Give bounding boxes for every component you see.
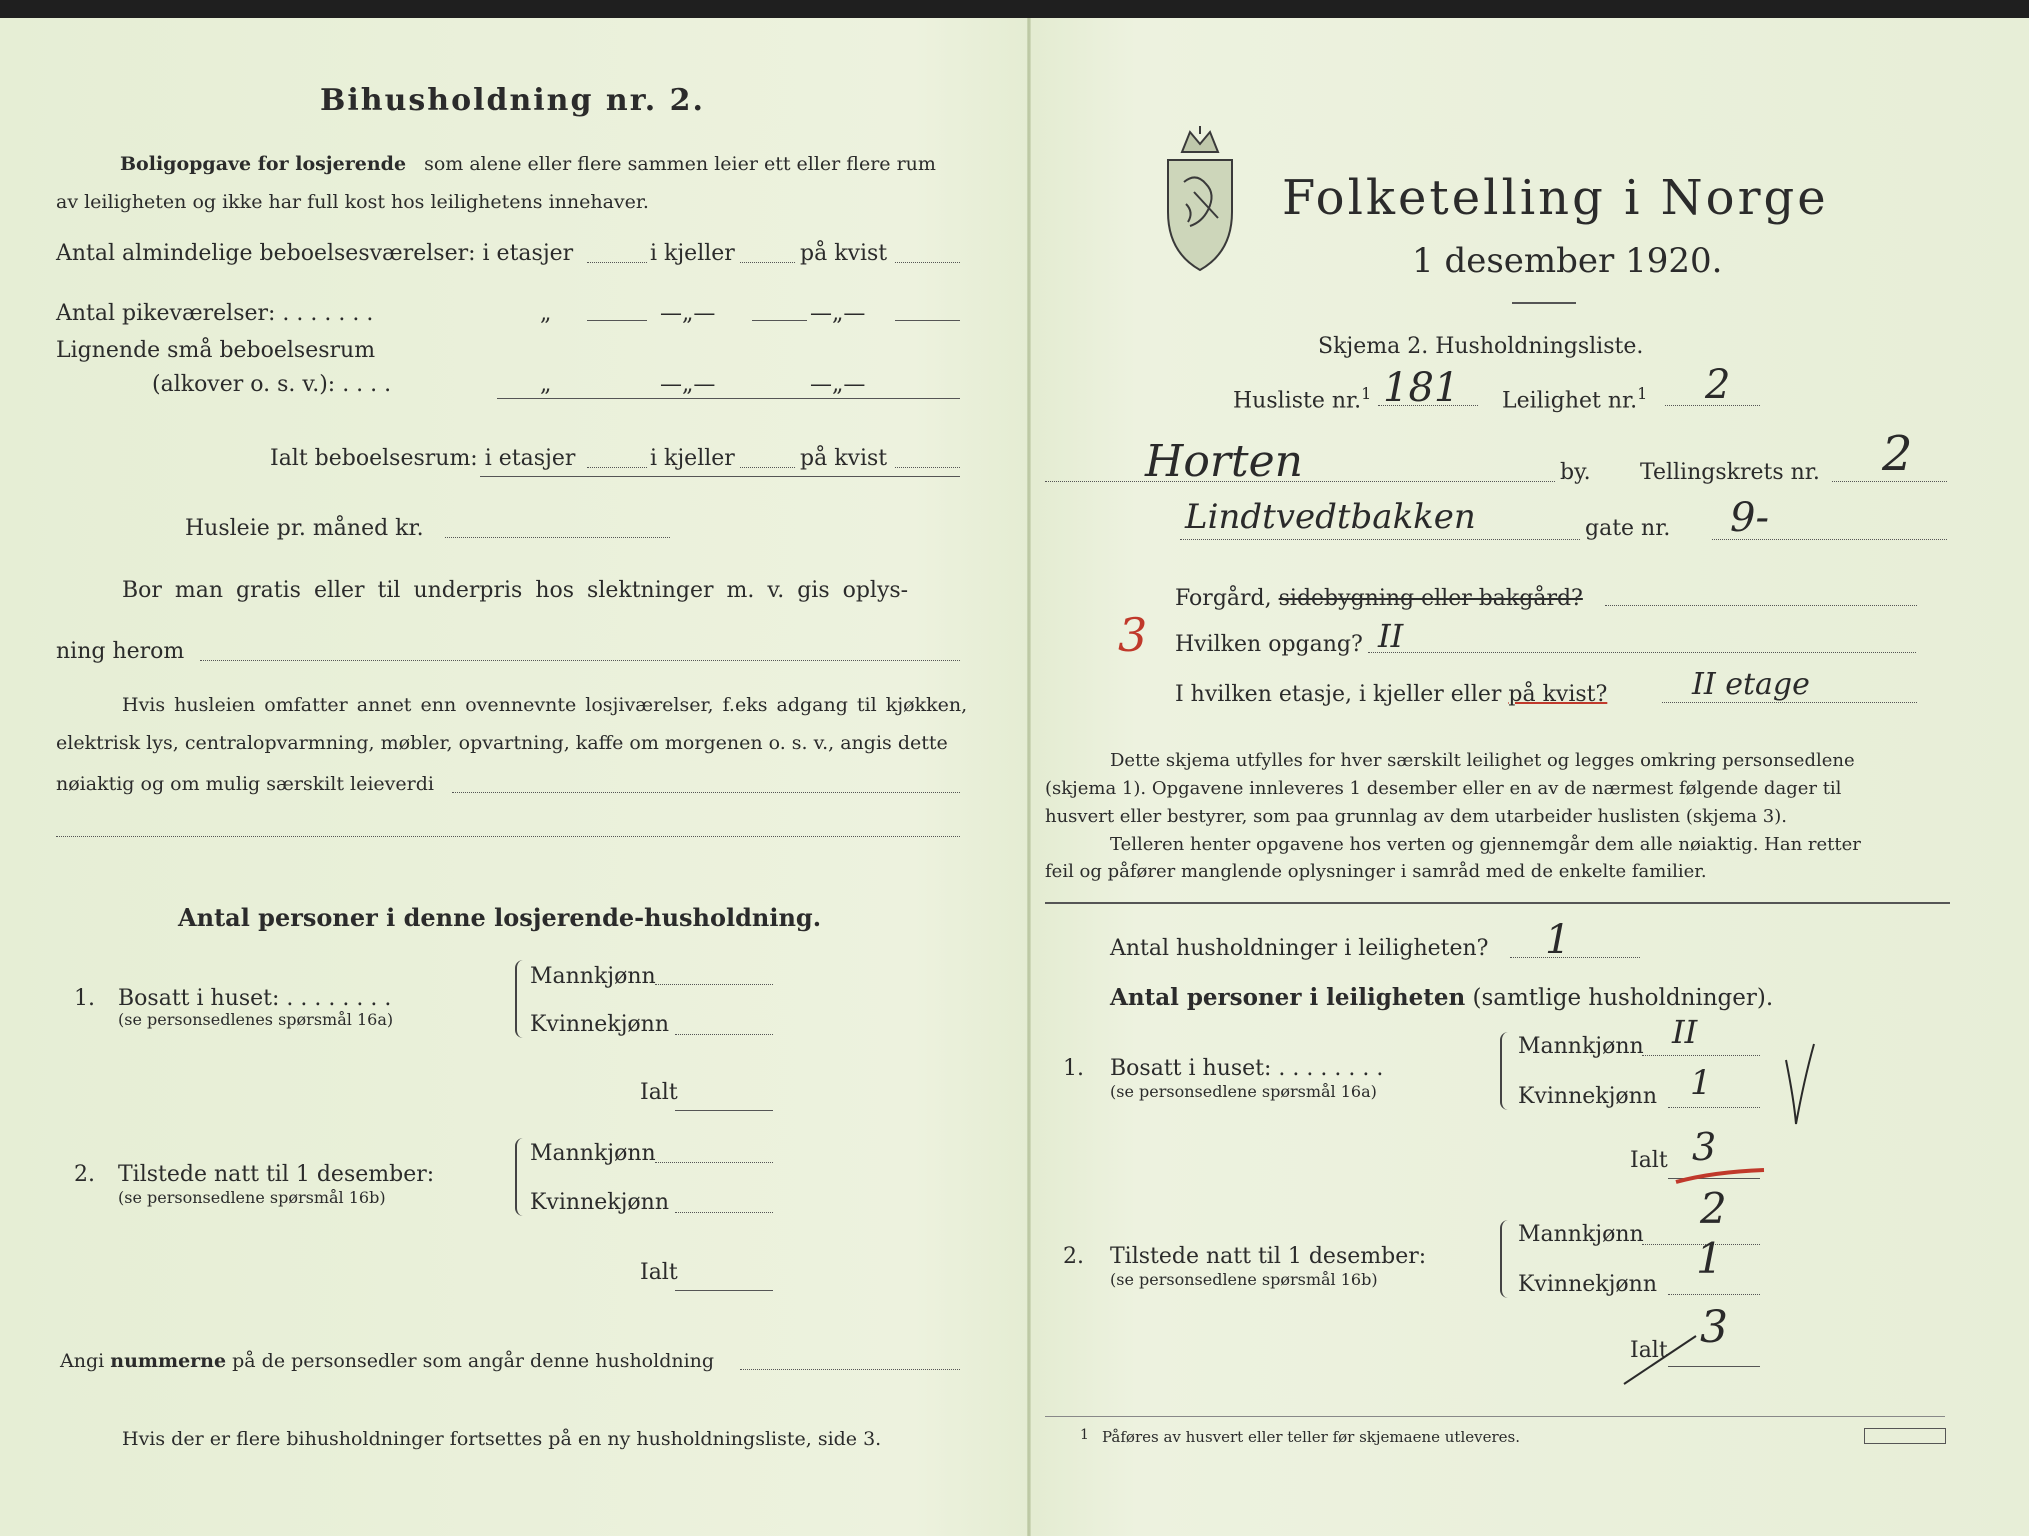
forgard-text: Forgård, xyxy=(1175,586,1272,611)
section-rule xyxy=(1045,902,1950,904)
leilighet-value[interactable]: 2 xyxy=(1705,362,1731,408)
norway-coat-of-arms-icon xyxy=(1160,122,1240,274)
etasje-kvist: på kvist? xyxy=(1508,682,1608,707)
lq1-kvinne-label: Kvinnekjønn xyxy=(530,1012,669,1037)
skjema-label: Skjema 2. Husholdningsliste. xyxy=(1318,334,1644,359)
husliste-sup: 1 xyxy=(1361,384,1372,403)
lq1-label: Bosatt i huset: . . . . . . . . xyxy=(118,986,392,1011)
bor-field[interactable] xyxy=(200,660,960,661)
lignende-ditto: „ xyxy=(540,372,552,397)
angi-bold: nummerne xyxy=(110,1350,227,1372)
para-line-2: (skjema 1). Opgavene innleveres 1 desember eller en av de nærmest følgende dager til xyxy=(1045,778,1842,799)
gate-field xyxy=(1180,539,1580,540)
leilighet-field xyxy=(1665,405,1760,406)
ialt-kjeller-label: i kjeller xyxy=(650,446,735,471)
angi-line xyxy=(60,1352,714,1371)
etasje-value[interactable]: II etage xyxy=(1692,667,1810,702)
lignende-ditto-3: —„— xyxy=(810,372,866,397)
rooms-kvist-label: på kvist xyxy=(800,241,888,266)
rq1-ialt-value[interactable]: 3 xyxy=(1692,1125,1717,1169)
ialt-pencil-stroke xyxy=(1620,1330,1700,1390)
hush-field xyxy=(1510,957,1640,958)
opgang-value[interactable]: II xyxy=(1378,617,1404,655)
husliste-field xyxy=(1378,405,1478,406)
lq2-brace xyxy=(515,1138,527,1216)
lq2-ialt-field[interactable] xyxy=(675,1290,773,1291)
angi-rest: på de personsedler som angår denne husholdning xyxy=(232,1350,715,1372)
lq2-sub: (se personsedlene spørsmål 16b) xyxy=(118,1188,386,1207)
left-footer: Hvis der er flere bihusholdninger fortsettes på en ny husholdningsliste, side 3. xyxy=(122,1428,882,1450)
ialt-underline xyxy=(480,476,960,477)
rq1-label: Bosatt i huset: . . . . . . . . xyxy=(1110,1056,1384,1081)
leieverdi-field-2[interactable] xyxy=(56,836,960,837)
rq1-num: 1. xyxy=(1063,1056,1084,1081)
scan-edge xyxy=(0,0,2029,18)
angi-field[interactable] xyxy=(740,1369,960,1370)
rooms-kjeller-label: i kjeller xyxy=(650,241,735,266)
rq1-kvinne-field xyxy=(1668,1107,1760,1108)
rq1-sub: (se personsedlene spørsmål 16a) xyxy=(1110,1082,1377,1101)
intro-line-1 xyxy=(120,155,936,174)
lq2-mann-field[interactable] xyxy=(655,1162,773,1163)
rq1-mann-value[interactable]: II xyxy=(1672,1013,1698,1051)
leilighet-sup: 1 xyxy=(1637,384,1648,403)
krets-label: Tellingskrets nr. xyxy=(1640,460,1820,485)
lq1-kvinne-field[interactable] xyxy=(675,1034,773,1035)
pike-kjeller-field[interactable] xyxy=(752,320,807,321)
ialt-rooms-label: Ialt beboelsesrum: i etasjer xyxy=(270,446,576,471)
husleie-label: Husleie pr. måned kr. xyxy=(185,516,424,541)
lignende-sum-line xyxy=(497,398,960,399)
forgard-line xyxy=(1175,588,1583,610)
angi-pre: Angi xyxy=(60,1350,105,1372)
etasje-label xyxy=(1175,684,1607,706)
para-line-3: husvert eller bestyrer, som paa grunnlag av dem utarbeider huslisten (skjema 3). xyxy=(1045,806,1787,827)
lq1-brace xyxy=(515,960,527,1038)
pike-kvist-field[interactable] xyxy=(895,320,960,321)
ialt-kvist-label: på kvist xyxy=(800,446,888,471)
husliste-value[interactable]: 181 xyxy=(1383,365,1460,411)
lq2-ialt-label: Ialt xyxy=(640,1260,678,1285)
gate-value[interactable]: Lindtvedtbakken xyxy=(1185,497,1476,537)
para-line-5: feil og påfører manglende oplysninger i samråd med de enkelte familier. xyxy=(1045,861,1707,882)
rooms-etasjer-field[interactable] xyxy=(587,262,647,263)
rooms-kjeller-field[interactable] xyxy=(740,262,795,263)
lq1-sub: (se personsedlenes spørsmål 16a) xyxy=(118,1010,394,1029)
footnote-num: 1 xyxy=(1080,1427,1089,1443)
rq1-mann-label: Mannkjønn xyxy=(1518,1034,1644,1059)
rq1-ialt-label: Ialt xyxy=(1630,1148,1668,1173)
lq1-mann-label: Mannkjønn xyxy=(530,964,656,989)
opgang-label: Hvilken opgang? xyxy=(1175,632,1363,657)
rooms-label: Antal almindelige beboelsesværelser: i etasjer xyxy=(56,241,574,266)
rq2-kvinne-value[interactable]: 1 xyxy=(1696,1234,1723,1283)
pike-ditto-2: —„— xyxy=(660,301,716,326)
lq2-label: Tilstede natt til 1 desember: xyxy=(118,1162,435,1187)
husleie-field[interactable] xyxy=(445,537,670,538)
title-rule xyxy=(1512,302,1576,304)
pike-ditto: „ xyxy=(540,301,552,326)
krets-value[interactable]: 2 xyxy=(1882,426,1913,482)
bor-line-1: Bor man gratis eller til underpris hos slektninger m. v. gis oplys- xyxy=(122,578,909,603)
leieverdi-field[interactable] xyxy=(452,792,960,793)
rq1-brace xyxy=(1500,1032,1512,1110)
forgard-struck: sidebygning eller bakgård? xyxy=(1278,586,1583,611)
para-line-4: Telleren henter opgavene hos verten og gjennemgår dem alle nøiaktig. Han retter xyxy=(1110,834,1861,855)
rq2-ialt-value[interactable]: 3 xyxy=(1700,1302,1728,1353)
lq1-ialt-label: Ialt xyxy=(640,1080,678,1105)
bor-line-2: ning herom xyxy=(56,639,185,664)
personer-line xyxy=(1110,986,1773,1010)
rq2-brace xyxy=(1500,1220,1512,1298)
rq2-sub: (se personsedlene spørsmål 16b) xyxy=(1110,1270,1378,1289)
footnote-text: Påføres av husvert eller teller før skjemaene utleveres. xyxy=(1102,1428,1520,1446)
intro-line-2: av leiligheten og ikke har full kost hos leilighetens innehaver. xyxy=(56,191,649,213)
lq2-mann-label: Mannkjønn xyxy=(530,1141,656,1166)
rq2-num: 2. xyxy=(1063,1244,1084,1269)
rq2-ialt-label: Ialt xyxy=(1630,1338,1668,1363)
lq1-ialt-field[interactable] xyxy=(675,1110,773,1111)
ialt-kjeller-field[interactable] xyxy=(740,467,795,468)
personer-bold: Antal personer i leiligheten xyxy=(1110,984,1466,1011)
footnote-rule xyxy=(1045,1416,1945,1417)
hush-value[interactable]: 1 xyxy=(1545,917,1571,963)
margin-mark: 3 xyxy=(1118,608,1148,662)
by-label: by. xyxy=(1560,460,1591,485)
rq1-kvinne-label: Kvinnekjønn xyxy=(1518,1084,1657,1109)
rooms-kvist-field[interactable] xyxy=(895,262,960,263)
pike-label: Antal pikeværelser: . . . . . . . xyxy=(56,301,374,326)
krets-field xyxy=(1832,481,1947,482)
rq1-kvinne-value[interactable]: 1 xyxy=(1690,1063,1712,1103)
gate-nr-field xyxy=(1712,539,1947,540)
check-mark xyxy=(1780,1040,1820,1130)
left-title: Bihusholdning nr. 2. xyxy=(320,83,705,118)
by-value[interactable]: Horten xyxy=(1145,436,1303,487)
etasje-text: I hvilken etasje, i kjeller eller xyxy=(1175,682,1502,707)
printer-stamp-icon xyxy=(1864,1428,1946,1444)
ialt-kvist-field[interactable] xyxy=(895,467,960,468)
pike-etasjer-field[interactable] xyxy=(587,320,647,321)
lq2-kvinne-label: Kvinnekjønn xyxy=(530,1190,669,1215)
pike-ditto-3: —„— xyxy=(810,301,866,326)
opgang-field xyxy=(1368,652,1916,653)
rq2-label: Tilstede natt til 1 desember: xyxy=(1110,1244,1427,1269)
right-title: Folketelling i Norge xyxy=(1282,170,1829,226)
rq1-mann-field xyxy=(1642,1055,1760,1056)
gate-nr-value[interactable]: 9- xyxy=(1730,495,1769,541)
antal-heading: Antal personer i denne losjerende-husholdning. xyxy=(178,903,822,932)
by-field xyxy=(1045,481,1555,482)
hvis-line-2: elektrisk lys, centralopvarmning, møbler, opvartning, kaffe om morgenen o. s. v., angis dette xyxy=(56,732,948,754)
lq1-mann-field[interactable] xyxy=(655,984,773,985)
leilighet-text: Leilighet nr. xyxy=(1502,388,1638,414)
lq2-num: 2. xyxy=(74,1162,95,1187)
leilighet-label xyxy=(1502,386,1647,412)
etasje-field xyxy=(1662,702,1917,703)
intro-rest: som alene eller flere sammen leier ett eller flere rum xyxy=(424,153,936,175)
rq2-mann-value[interactable]: 2 xyxy=(1700,1184,1727,1233)
rq2-mann-label: Mannkjønn xyxy=(1518,1222,1644,1247)
personer-rest: (samtlige husholdninger). xyxy=(1472,985,1774,1011)
hvis-line-3: nøiaktig og om mulig særskilt leieverdi xyxy=(56,773,434,795)
rq2-kvinne-label: Kvinnekjønn xyxy=(1518,1272,1657,1297)
hush-label: Antal husholdninger i leiligheten? xyxy=(1110,936,1489,961)
right-date: 1 desember 1920. xyxy=(1412,241,1723,281)
lq2-kvinne-field[interactable] xyxy=(675,1212,773,1213)
intro-bold: Boligopgave for losjerende xyxy=(120,153,407,175)
husliste-label xyxy=(1233,386,1371,412)
page-fold xyxy=(1027,18,1031,1536)
lq1-num: 1. xyxy=(74,986,95,1011)
husliste-text: Husliste nr. xyxy=(1233,388,1362,414)
lignende-ditto-2: —„— xyxy=(660,372,716,397)
para-line-1: Dette skjema utfylles for hver særskilt leilighet og legges omkring personsedlene xyxy=(1110,750,1855,771)
gate-label: gate nr. xyxy=(1585,516,1671,541)
lignende-label-1: Lignende små beboelsesrum xyxy=(56,338,376,363)
rq2-kvinne-field xyxy=(1668,1294,1760,1295)
ialt-etasjer-field[interactable] xyxy=(587,467,647,468)
hvis-line-1: Hvis husleien omfatter annet enn ovennevnte losjiværelser, f.eks adgang til kjøkken, xyxy=(122,694,968,716)
forgard-field xyxy=(1605,605,1917,606)
lignende-label-2: (alkover o. s. v.): . . . . xyxy=(152,372,392,397)
